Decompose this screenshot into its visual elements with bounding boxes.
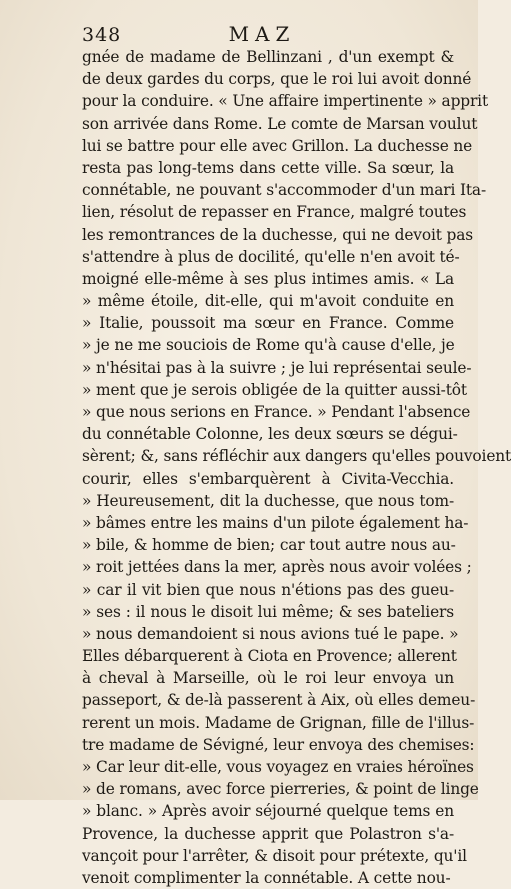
- text-line: tre madame de Sévigné, leur envoya des chemises:: [82, 735, 475, 754]
- text-line: son arrivée dans Rome. Le comte de Marsan voulut: [82, 114, 478, 133]
- page-number: 348: [82, 24, 122, 46]
- body-text: [82, 46, 511, 889]
- text-line: pour la conduire. « Une affaire impertinente » apprit: [82, 92, 488, 111]
- text-line: » je ne me souciois de Rome qu'à cause d'elle, je: [82, 336, 455, 355]
- text-line: les remontrances de la duchesse, qui ne devoit pas: [82, 225, 473, 244]
- text-line: lien, résolut de repasser en France, malgré toutes: [82, 203, 467, 222]
- running-head: MAZ: [228, 22, 296, 46]
- text-line: à cheval à Marseille, où le roi leur envoya un: [82, 669, 454, 688]
- text-line: lui se battre pour elle avec Grillon. La duchesse ne: [82, 136, 473, 155]
- text-line: » même étoile, dit-elle, qui m'avoit conduite en: [82, 292, 454, 311]
- text-line: » ment que je serois obligée de la quitter aussi-tôt: [82, 380, 467, 399]
- text-line: » Heureusement, dit la duchesse, que nous tom-: [82, 491, 454, 510]
- text-line: » n'hésitai pas à la suivre ; je lui représentai seule-: [82, 358, 472, 377]
- text-line: » bâmes entre les mains d'un pilote également ha-: [82, 513, 469, 532]
- text-line: » ses : il nous le disoit lui même; & ses bateliers: [82, 602, 454, 621]
- page-header: [82, 14, 432, 48]
- text-line: » nous demandoient si nous avions tué le pape. »: [82, 624, 459, 643]
- text-line: Provence, la duchesse apprit que Polastron s'a-: [82, 824, 454, 843]
- text-line: venoit complimenter la connétable. A cette nou-: [82, 868, 451, 887]
- text-line: » Italie, poussoit ma sœur en France. Comme: [82, 314, 454, 333]
- text-line: rerent un mois. Madame de Grignan, fille de l'illus-: [82, 713, 475, 732]
- text-line: du connétable Colonne, les deux sœurs se dégui-: [82, 425, 458, 444]
- text-line: Elles débarquerent à Ciota en Provence; allerent: [82, 647, 457, 666]
- text-line: » que nous serions en France. » Pendant l'absence: [82, 403, 471, 421]
- text-line: resta pas long-tems dans cette ville. Sa sœur, la: [82, 158, 454, 177]
- text-line: connétable, ne pouvant s'accommoder d'un mari Ita-: [82, 181, 487, 200]
- text-line: » bile, & homme de bien; car tout autre nous au-: [82, 536, 456, 555]
- text-line: de deux gardes du corps, que le roi lui avoit donné: [82, 70, 472, 89]
- text-line: » car il vit bien que nous n'étions pas des gueu-: [82, 580, 454, 599]
- text-line: » de romans, avec force pierreries, & point de linge: [82, 780, 479, 799]
- text-line: sèrent; &, sans réfléchir aux dangers qu'elles pouvoient: [82, 447, 511, 466]
- text-line: s'attendre à plus de docilité, qu'elle n'en avoit té-: [82, 247, 460, 266]
- text-line: courir, elles s'embarquèrent à Civita-Vecchia.: [82, 469, 454, 488]
- text-line: gnée de madame de Bellinzani , d'un exempt &: [82, 48, 454, 66]
- text-line: » Car leur dit-elle, vous voyagez en vraies héroïnes: [82, 758, 474, 776]
- text-line: » roit jettées dans la mer, après nous avoir volées ;: [82, 558, 472, 577]
- text-line: vançoit pour l'arrêter, & disoit pour prétexte, qu'il: [82, 846, 467, 865]
- text-line: moigné elle-même à ses plus intimes amis. « La: [82, 269, 454, 288]
- text-line: passeport, & de-là passerent à Aix, où elles demeu-: [82, 691, 476, 710]
- text-line: » blanc. » Après avoir séjourné quelque tems en: [82, 802, 454, 821]
